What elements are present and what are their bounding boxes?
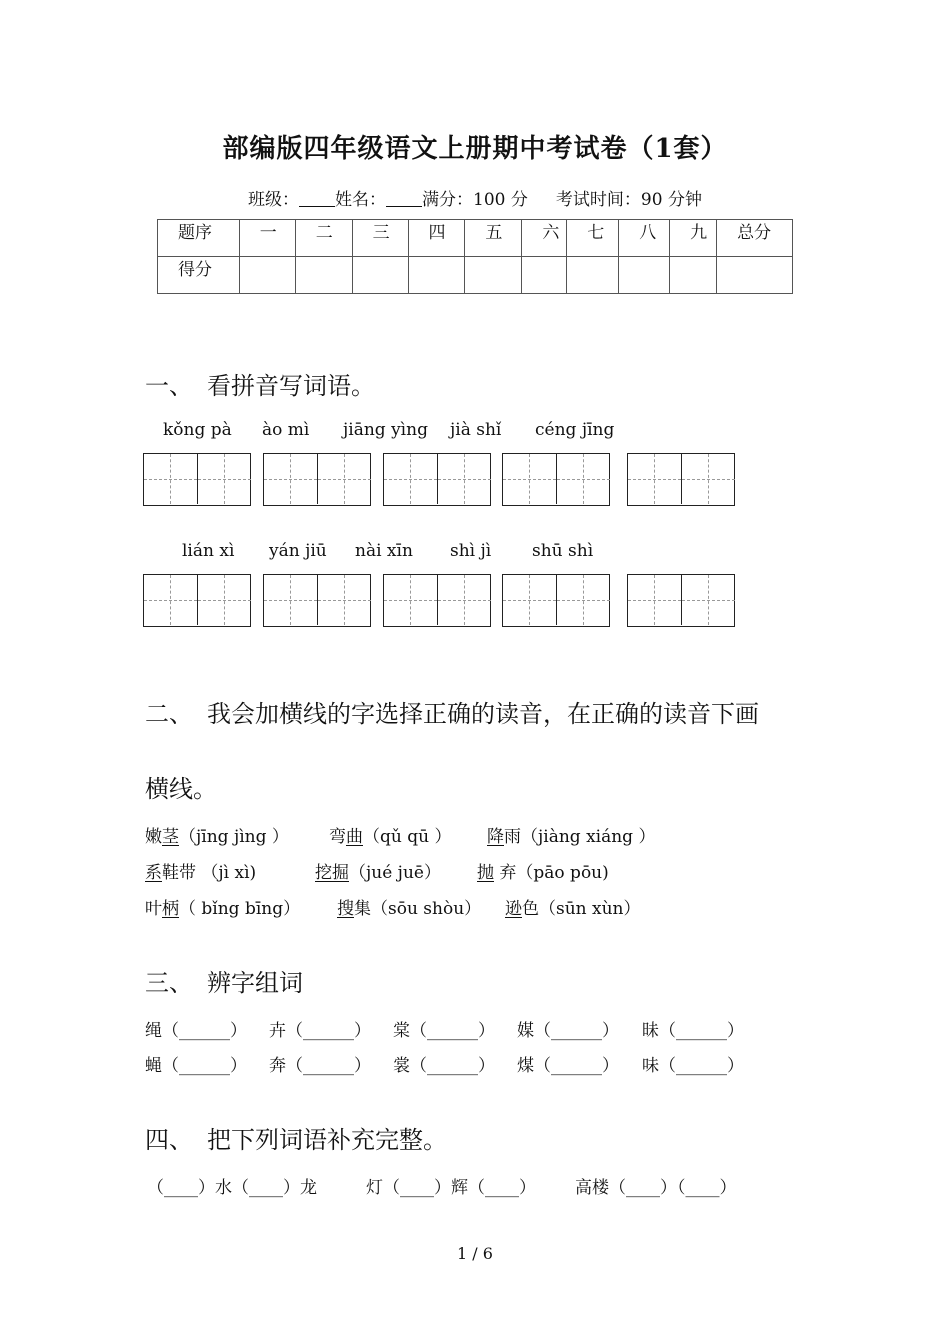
pronunciation-item[interactable] bbox=[477, 858, 609, 883]
idiom-item[interactable]: 高楼（____）（____） bbox=[575, 1178, 737, 1198]
item-text: 嫩 bbox=[145, 827, 162, 847]
word-item[interactable]: 卉（______） bbox=[269, 1021, 371, 1041]
word-item[interactable]: 味（______） bbox=[642, 1056, 744, 1076]
underlined-char: 系 bbox=[145, 863, 162, 883]
pinyin-item: ào mì bbox=[262, 420, 310, 440]
pinyin-item: shū shì bbox=[532, 541, 594, 561]
section-title: 把下列词语补充完整。 bbox=[207, 1126, 447, 1154]
table-header-cell: 题序 bbox=[158, 220, 240, 257]
score-cell[interactable] bbox=[295, 257, 352, 294]
table-header-cell: 三 bbox=[352, 220, 408, 257]
score-cell[interactable] bbox=[567, 257, 619, 294]
item-text: 鞋带 bbox=[162, 863, 196, 883]
section-title: 我会加横线的字选择正确的读音，在正确的读音下画 bbox=[207, 700, 759, 728]
score-table bbox=[157, 219, 793, 294]
item-text: 色 bbox=[522, 899, 539, 919]
exam-info bbox=[0, 185, 950, 210]
underlined-char: 降 bbox=[487, 827, 504, 847]
pronunciation-item[interactable] bbox=[145, 894, 300, 919]
pinyin-options: （jiàng xiáng ） bbox=[521, 827, 656, 847]
section1-heading bbox=[145, 366, 375, 401]
pinyin-options: （sūn xùn） bbox=[539, 899, 641, 919]
writing-box[interactable] bbox=[143, 453, 251, 506]
section-title: 看拼音写词语。 bbox=[207, 372, 375, 400]
pinyin-item: jiāng yìng bbox=[343, 420, 428, 440]
pinyin-item: jià shǐ bbox=[450, 420, 502, 440]
writing-box[interactable] bbox=[502, 574, 610, 627]
section-title: 辨字组词 bbox=[207, 969, 303, 997]
section-number: 二、 bbox=[145, 700, 193, 728]
table-header-cell: 总分 bbox=[717, 220, 793, 257]
underlined-char: 搜 bbox=[337, 899, 354, 919]
table-header-cell: 七 bbox=[567, 220, 619, 257]
pronunciation-item[interactable] bbox=[487, 822, 655, 847]
pinyin-item: shì jì bbox=[450, 541, 492, 561]
pronunciation-item[interactable] bbox=[505, 894, 641, 919]
underlined-char: 曲 bbox=[346, 827, 363, 847]
section2-heading bbox=[145, 694, 759, 729]
name-blank[interactable] bbox=[386, 192, 422, 207]
pinyin-options: （jué juē） bbox=[349, 863, 441, 883]
word-item[interactable]: 蝇（______） bbox=[145, 1056, 247, 1076]
score-cell[interactable] bbox=[717, 257, 793, 294]
idiom-item[interactable]: 灯（____）辉（____） bbox=[366, 1178, 536, 1198]
writing-box[interactable] bbox=[502, 453, 610, 506]
pronunciation-item[interactable] bbox=[145, 858, 256, 883]
section-number: 三、 bbox=[145, 969, 193, 997]
pronunciation-item[interactable] bbox=[145, 822, 289, 847]
table-header-cell: 六 bbox=[522, 220, 567, 257]
page-title: 部编版四年级语文上册期中考试卷（1套） bbox=[222, 134, 728, 164]
table-header-cell: 二 bbox=[295, 220, 352, 257]
section4-heading bbox=[145, 1120, 447, 1155]
word-item[interactable]: 昧（______） bbox=[642, 1021, 744, 1041]
pinyin-options: （jīng jìng ） bbox=[179, 827, 289, 847]
writing-box[interactable] bbox=[383, 453, 491, 506]
table-header-cell: 八 bbox=[619, 220, 670, 257]
score-table-header-row bbox=[158, 220, 793, 257]
score-cell[interactable] bbox=[352, 257, 408, 294]
writing-box[interactable] bbox=[627, 453, 735, 506]
score-cell[interactable] bbox=[465, 257, 522, 294]
word-item[interactable]: 奔（______） bbox=[269, 1056, 371, 1076]
pronunciation-item[interactable] bbox=[315, 858, 441, 883]
score-cell[interactable] bbox=[670, 257, 717, 294]
writing-box[interactable] bbox=[143, 574, 251, 627]
word-item[interactable]: 煤（______） bbox=[517, 1056, 619, 1076]
writing-box[interactable] bbox=[263, 574, 371, 627]
word-item[interactable]: 绳（______） bbox=[145, 1021, 247, 1041]
item-text: 叶 bbox=[145, 899, 162, 919]
table-header-cell: 五 bbox=[465, 220, 522, 257]
section2-heading-cont: 横线。 bbox=[145, 775, 217, 803]
writing-box[interactable] bbox=[263, 453, 371, 506]
pronunciation-item[interactable] bbox=[329, 822, 451, 847]
underlined-char: 逊 bbox=[505, 899, 522, 919]
writing-box[interactable] bbox=[383, 574, 491, 627]
word-item[interactable]: 裳（______） bbox=[393, 1056, 495, 1076]
class-label: 班级： bbox=[248, 190, 300, 210]
exam-time: 考试时间：90 分钟 bbox=[555, 190, 702, 210]
score-cell[interactable] bbox=[619, 257, 670, 294]
underlined-char: 抛 bbox=[477, 863, 494, 883]
pinyin-options: （jì xì) bbox=[196, 863, 257, 883]
pinyin-item: lián xì bbox=[182, 541, 235, 561]
page-number: 1 / 6 bbox=[457, 1244, 493, 1263]
pinyin-options: （ bǐng bīng） bbox=[179, 899, 301, 919]
pinyin-item: nài xīn bbox=[355, 541, 413, 561]
score-cell[interactable] bbox=[408, 257, 465, 294]
pinyin-item: kǒng pà bbox=[163, 420, 232, 440]
underlined-char: 柄 bbox=[162, 899, 179, 919]
pinyin-options: （qǔ qū ） bbox=[363, 827, 452, 847]
pinyin-item: yán jiū bbox=[269, 541, 327, 561]
section-number: 四、 bbox=[145, 1126, 193, 1154]
pinyin-options: （sōu shòu） bbox=[371, 899, 482, 919]
section3-heading bbox=[145, 963, 303, 998]
section-number: 一、 bbox=[145, 372, 193, 400]
word-item[interactable]: 棠（______） bbox=[393, 1021, 495, 1041]
score-row-label: 得分 bbox=[158, 257, 240, 294]
score-table-score-row bbox=[158, 257, 793, 294]
pronunciation-item[interactable] bbox=[337, 894, 481, 919]
pinyin-item: céng jīng bbox=[535, 420, 615, 440]
score-cell[interactable] bbox=[522, 257, 567, 294]
word-item[interactable]: 媒（______） bbox=[517, 1021, 619, 1041]
score-cell[interactable] bbox=[239, 257, 295, 294]
table-header-cell: 四 bbox=[408, 220, 465, 257]
writing-box[interactable] bbox=[627, 574, 735, 627]
full-marks: 满分：100 分 bbox=[422, 190, 528, 210]
item-text: 弃 bbox=[494, 863, 517, 883]
pinyin-options: （pāo pōu) bbox=[516, 863, 609, 883]
item-text: 集 bbox=[354, 899, 371, 919]
underlined-char: 茎 bbox=[162, 827, 179, 847]
class-blank[interactable] bbox=[299, 192, 335, 207]
underlined-char: 挖掘 bbox=[315, 863, 349, 883]
item-text: 弯 bbox=[329, 827, 346, 847]
table-header-cell: 一 bbox=[239, 220, 295, 257]
name-label: 姓名： bbox=[335, 190, 387, 210]
item-text: 雨 bbox=[504, 827, 521, 847]
table-header-cell: 九 bbox=[670, 220, 717, 257]
idiom-item[interactable]: （____）水（____）龙 bbox=[147, 1178, 317, 1198]
